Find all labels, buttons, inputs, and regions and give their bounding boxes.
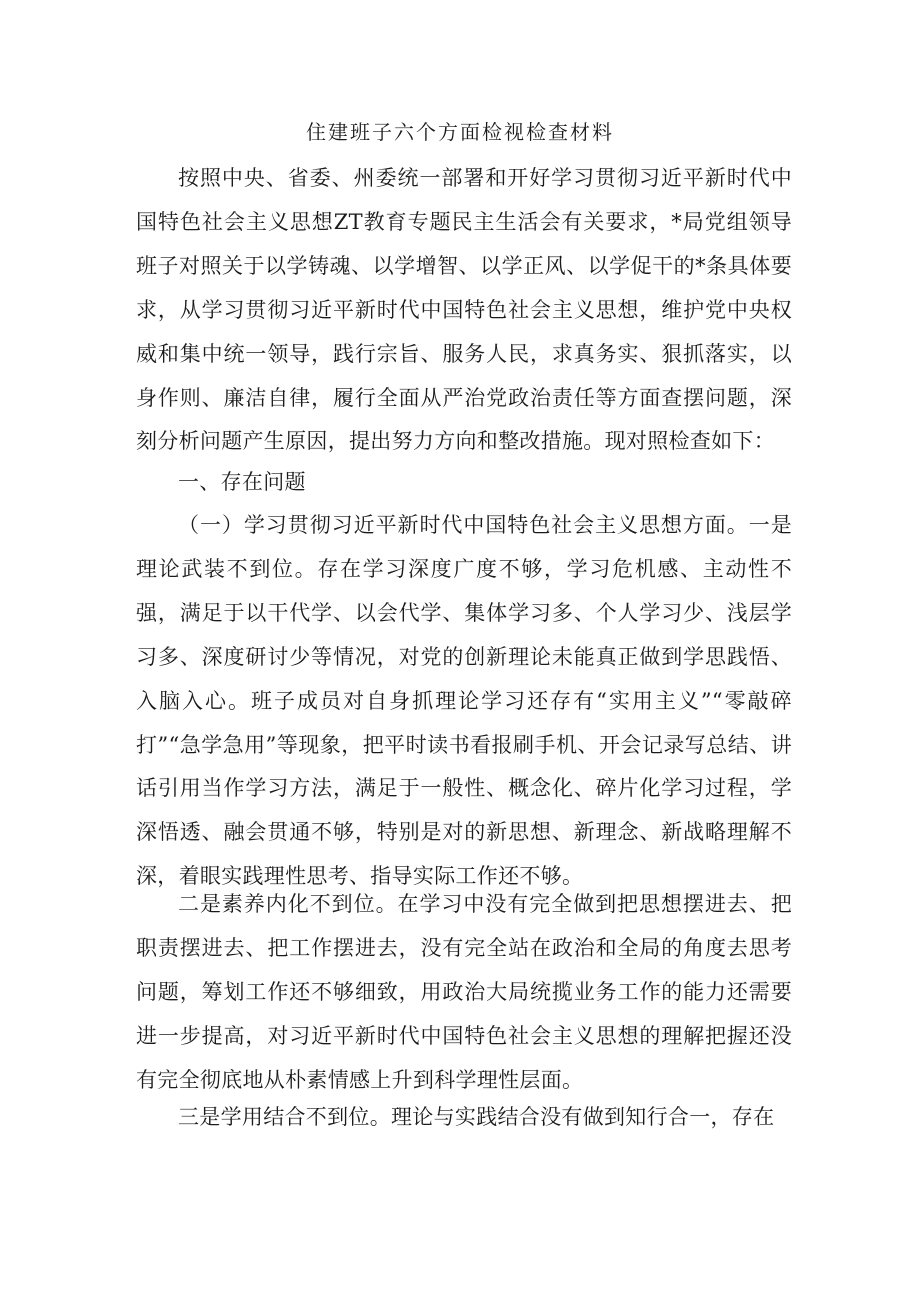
subsection-1-paragraph: （一）学习贯彻习近平新时代中国特色社会主义思想方面。一是理论武装不到位。存在学习深度广度不够，学习危机感、主动性不强，满足于以干代学、以会代学、集体学习多、个人学习少、浅层学习多、深度研讨少等情况，对党的创新理论未能真正做到学思践悟、入脑入心。班子成员对自身抓理论学习还存有“实用主义”“零敲碎打”“急学急用”等现象，把平时读书看报刷手机、开会记录写总结、讲话引用当作学习方法，满足于一般性、概念化、碎片化学习过程，学深悟透、融会贯通不够，特别是对的新思想、新理念、新战略理解不深，着眼实践理性思考、指导实际工作还不够。: [136, 513, 792, 889]
intro-paragraph: 按照中央、省委、州委统一部署和开好学习贯彻习近平新时代中国特色社会主义思想ZT教育专题民主生活会有关要求，*局党组领导班子对照关于以学铸魂、以学增智、以学正风、以学促干的*条具体要求，从学习贯彻习近平新时代中国特色社会主义思想，维护党中央权威和集中统一领导，践行宗旨、服务人民，求真务实、狠抓落实，以身作则、廉洁自律，履行全面从严治党政治责任等方面查摆问题，深刻分析问题产生原因，提出努力方向和整改措施。现对照检查如下：: [136, 166, 792, 454]
section-heading: 一、存在问题: [178, 470, 306, 494]
document-title: 住建班子六个方面检视检查材料: [306, 120, 614, 144]
point-3-paragraph: 三是学用结合不到位。理论与实践结合没有做到知行合一，存在: [178, 1105, 775, 1129]
point-2-paragraph: 二是素养内化不到位。在学习中没有完全做到把思想摆进去、把职责摆进去、把工作摆进去，没有完全站在政治和全局的角度去思考问题，筹划工作还不够细致，用政治大局统揽业务工作的能力还需要进一步提高，对习近平新时代中国特色社会主义思想的理解把握还没有完全彻底地从朴素情感上升到科学理性层面。: [136, 892, 792, 1092]
